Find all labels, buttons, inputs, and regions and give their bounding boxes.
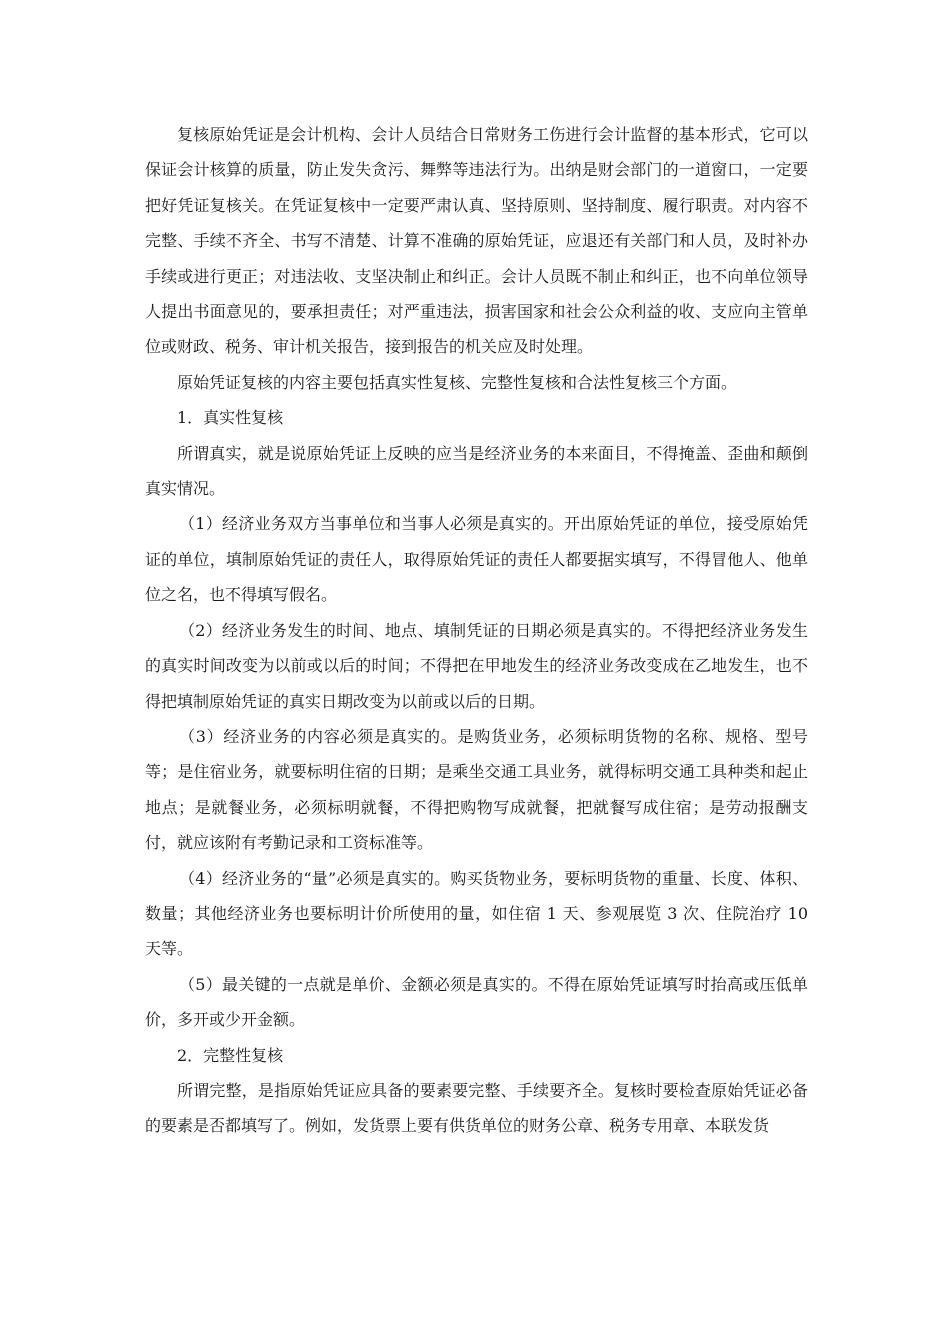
section-heading-authenticity: 1．真实性复核 — [177, 408, 284, 428]
document-body — [145, 117, 808, 1144]
authenticity-item-5: （5）最关键的一点就是单价、金额必须是真实的。不得在原始凭证填写时抬高或压低单价，多开或少开金额。 — [145, 974, 808, 1030]
completeness-definition: 所谓完整，是指原始凭证应具备的要素要完整、手续要齐全。复核时要检查原始凭证必备的要素是否都填写了。例如，发货票上要有供货单位的财务公章、税务专用章、本联发货 — [145, 1080, 808, 1136]
authenticity-item-1: （1）经济业务双方当事单位和当事人必须是真实的。开出原始凭证的单位，接受原始凭证的单位，填制原始凭证的责任人，取得原始凭证的责任人都要据实填写，不得冒他人、他单位之名，也不得填写假名。 — [145, 514, 808, 605]
authenticity-item-2: （2）经济业务发生的时间、地点、填制凭证的日期必须是真实的。不得把经济业务发生的真实时间改变为以前或以后的时间；不得把在甲地发生的经济业务改变成在乙地发生，也不得把填制原始凭证的真实日期改变为以前或以后的日期。 — [145, 620, 808, 711]
scope-paragraph: 原始凭证复核的内容主要包括真实性复核、完整性复核和合法性复核三个方面。 — [177, 372, 738, 392]
intro-paragraph: 复核原始凭证是会计机构、会计人员结合日常财务工伤进行会计监督的基本形式，它可以保证会计核算的质量，防止发失贪污、舞弊等违法行为。出纳是财会部门的一道窗口，一定要把好凭证复核关。在凭证复核中一定要严肃认真、坚持原则、坚持制度、履行职责。对内容不完整、手续不齐全、书写不清楚、计算不准确的原始凭证，应退还有关部门和人员，及时补办手续或进行更正；对违法收、支坚决制止和纠正。会计人员既不制止和纠正，也不向单位领导人提出书面意见的，要承担责任；对严重违法，损害国家和社会公众利益的收、支应向主管单位或财政、税务、审计机关报告，接到报告的机关应及时处理。 — [145, 125, 808, 357]
authenticity-item-4: （4）经济业务的“量”必须是真实的。购买货物业务，要标明货物的重量、长度、体积、数量；其他经济业务也要标明计价所使用的量，如住宿 1 天、参观展览 3 次、住院治疗 10 天等。 — [145, 868, 808, 959]
authenticity-definition: 所谓真实，就是说原始凭证上反映的应当是经济业务的本来面目，不得掩盖、歪曲和颠倒真实情况。 — [145, 443, 808, 499]
section-heading-completeness: 2．完整性复核 — [177, 1045, 284, 1065]
authenticity-item-3: （3）经济业务的内容必须是真实的。是购货业务，必须标明货物的名称、规格、型号等；是住宿业务，就要标明住宿的日期；是乘坐交通工具业务，就得标明交通工具种类和起止地点；是就餐业务，必须标明就餐，不得把购物写成就餐，把就餐写成住宿；是劳动报酬支付，就应该附有考勤记录和工资标准等。 — [145, 726, 808, 853]
